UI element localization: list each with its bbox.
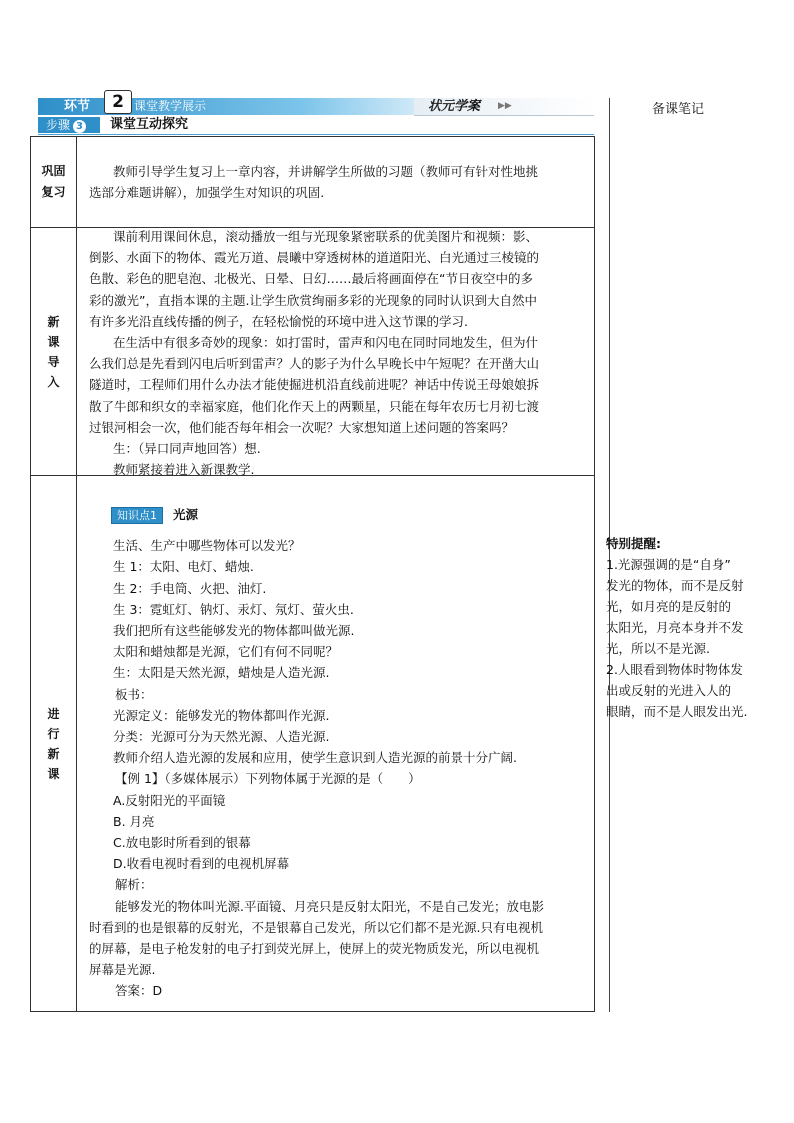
text-line: 色散、彩色的肥皂泡、北极光、日晕、日幻……最后将画面停在“节日夜空中的多: [89, 271, 533, 287]
text-line: 板书：: [115, 686, 153, 702]
tip-title: 特别提醒:: [606, 536, 661, 551]
text-line: 教师紧接着进入新课教学.: [113, 462, 255, 478]
knowledge-point-badge: 知识点1: [111, 507, 163, 524]
row-label-cell: [31, 137, 77, 227]
text-line: B. 月亮: [113, 813, 155, 829]
lesson-table: [30, 136, 595, 1012]
tip-line: 眼睛，而不是人眼发出光.: [606, 704, 748, 719]
section-band: [38, 98, 414, 115]
tip-box: [606, 533, 766, 722]
text-line: 散了牛郎和织女的幸福家庭，他们化作天上的两颗星，只能在每年农历七月初七渡: [89, 398, 540, 414]
text-line: 生：太阳是天然光源，蜡烛是人造光源.: [113, 665, 330, 681]
step-header: [38, 116, 594, 135]
text-line: 课前利用课间休息，滚动播放一组与光现象紧密联系的优美图片和视频：影、: [113, 229, 539, 244]
brand-arrows-icon: ▶▶: [498, 101, 512, 111]
table-row-new-lesson: [31, 476, 594, 1011]
tip-line: 太阳光，月亮本身并不发: [606, 620, 744, 635]
text-line: 光源定义：能够发光的物体都叫作光源.: [113, 707, 330, 723]
text-line: 教师引导学生复习上一章内容，并讲解学生所做的习题（教师可有针对性地挑: [113, 164, 539, 179]
text-line: 有许多光沿直线传播的例子，在轻松愉悦的环境中进入这节课的学习.: [89, 313, 468, 329]
tip-line: 光，所以不是光源.: [606, 641, 710, 656]
row-label: 新课导入: [47, 314, 60, 389]
text-line: 屏幕是光源.: [89, 962, 156, 978]
text-line: 答案：D: [115, 983, 163, 999]
text-line: 么我们总是先看到闪电后听到雷声？人的影子为什么早晚长中午短呢？在开凿大山: [89, 356, 540, 372]
row-label: 进行新课: [47, 706, 60, 781]
text-line: 彩的激光”，直指本课的主题.让学生欣赏绚丽多彩的光现象的同时认识到大自然中: [89, 292, 537, 308]
step-number: 3: [73, 120, 86, 133]
text-line: 的屏幕，是电子枪发射的电子打到荧光屏上，使屏上的荧光物质发光，所以电视机: [89, 941, 540, 957]
tip-line: 2.人眼看到物体时物体发: [606, 662, 743, 677]
text-line: C.放电影时所看到的银幕: [113, 835, 251, 851]
row-content: [89, 504, 593, 1002]
brand-logo: 状元学案: [428, 99, 481, 114]
row-label-cell: [31, 228, 77, 475]
text-line: 隧道时，工程师们用什么办法才能使掘进机沿直线前进呢？神话中传说王母娘娘拆: [89, 377, 540, 393]
text-line: 选部分难题讲解），加强学生对知识的巩固.: [89, 185, 325, 201]
section-number: 2: [104, 90, 132, 114]
notes-title: 备课笔记: [652, 102, 705, 117]
section-header: [38, 92, 594, 115]
text-line: 生：（异口同声地回答）想.: [113, 441, 261, 457]
step-title: 课堂互动探究: [110, 117, 189, 132]
tip-line: 出或反射的光进入人的: [606, 683, 732, 698]
table-row-review: [31, 137, 594, 228]
text-line: 太阳和蜡烛都是光源，它们有何不同呢？: [113, 644, 339, 660]
text-line: 时看到的也是银幕的反射光，不是银幕自己发光，所以它们都不是光源.只有电视机: [89, 919, 543, 935]
row-content: [89, 226, 587, 480]
text-line: A.反射阳光的平面镜: [113, 792, 226, 808]
tip-line: 1.光源强调的是“自身”: [606, 557, 731, 572]
step-label: 步骤: [46, 118, 71, 132]
step-pill: [38, 117, 100, 133]
text-line: D.收看电视时看到的电视机屏幕: [113, 856, 290, 872]
text-line: 生 2：手电筒、火把、油灯.: [113, 580, 267, 596]
row-label-cell: [31, 476, 77, 1011]
section-title: 课堂教学展示: [134, 99, 207, 113]
text-line: 在生活中有很多奇妙的现象：如打雷时，雷声和闪电在同时同地发生，但为什: [113, 335, 539, 351]
text-line: 教师介绍人造光源的发展和应用，使学生意识到人造光源的前景十分广阔.: [113, 750, 517, 766]
row-content: [89, 161, 587, 203]
text-line: 生 1：太阳、电灯、蜡烛.: [113, 559, 254, 575]
table-row-intro: [31, 228, 594, 476]
text-line: 能够发光的物体叫光源.平面镜、月亮只是反射太阳光，不是自己发光；放电影: [115, 898, 544, 914]
text-line: 生 3：霓虹灯、钠灯、汞灯、氖灯、萤火虫.: [113, 601, 354, 617]
row-label: 巩固复习: [41, 164, 66, 199]
text-line: 过银河相会一次，他们能否每年相会一次呢？大家想知道上述问题的答案吗？: [89, 419, 515, 435]
text-line: 倒影、水面下的物体、霞光万道、晨曦中穿透树林的道道阳光、白光通过三棱镜的: [89, 250, 540, 266]
text-line: 分类：光源可分为天然光源、人造光源.: [113, 729, 330, 745]
knowledge-point-title: 光源: [173, 507, 199, 522]
text-line: 我们把所有这些能够发光的物体都叫做光源.: [113, 623, 355, 639]
text-line: 【例 1】（多媒体展示）下列物体属于光源的是（ ）: [115, 771, 421, 787]
section-label: 环节: [64, 99, 91, 114]
tip-line: 光，如月亮的是反射的: [606, 599, 732, 614]
tip-line: 发光的物体，而不是反射: [606, 578, 744, 593]
text-line: 解析：: [115, 877, 153, 893]
text-line: 生活、生产中哪些物体可以发光？: [113, 538, 301, 554]
